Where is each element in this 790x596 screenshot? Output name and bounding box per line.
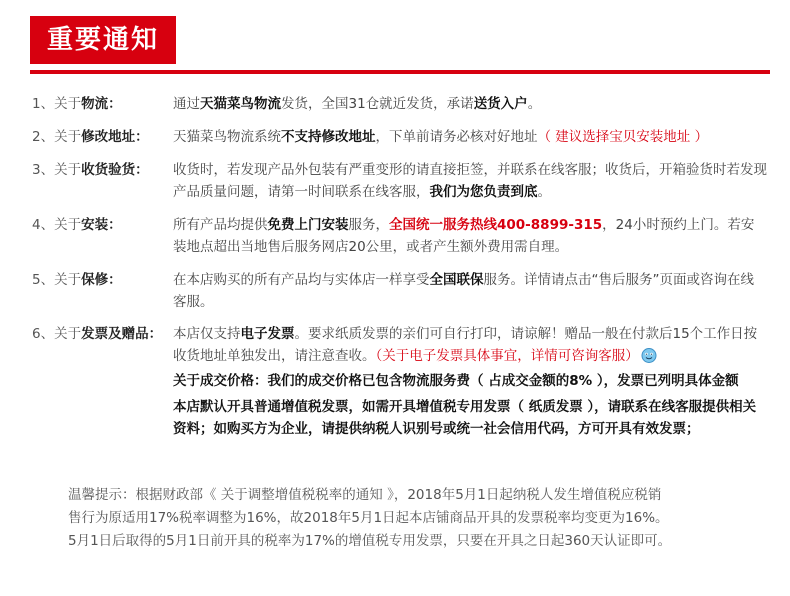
bold-text: 免费上门安装 xyxy=(267,217,349,233)
item-body xyxy=(173,269,767,313)
item-label xyxy=(32,159,172,181)
text: 发货，全国31仓就近发货，承诺 xyxy=(281,96,474,112)
text: 通过 xyxy=(173,96,200,112)
item-body xyxy=(173,93,767,115)
title-divider xyxy=(30,70,770,74)
item-number: 3、关于 xyxy=(32,162,82,178)
item-colon: ： xyxy=(108,96,122,112)
tax-tip xyxy=(68,484,768,553)
item-key: 收货验货 xyxy=(81,162,136,178)
bold-text: 送货入户 xyxy=(473,96,528,112)
item-number: 4、关于 xyxy=(32,217,82,233)
bold-text: 我们为您负责到底 xyxy=(429,184,538,200)
item-number: 1、关于 xyxy=(32,96,82,112)
item-number: 2、关于 xyxy=(32,129,82,145)
text: 收货时，若发现产品外包装有严重变形的请直接拒签，并联系在线客服；收货后，开箱验货时若发现产品质量问题，请第一时间联系在线客服， xyxy=(173,162,767,200)
text: 本店仅支持 xyxy=(173,326,241,342)
tip-line: 售行为原适用17%税率调整为16%，故2018年5月1日起本店铺商品开具的发票税率均变更为16%。 xyxy=(68,510,669,526)
tip-line: 5月1日后取得的5月1日前开具的税率为17%的增值税专用发票，只要在开具之日起360天认证即可。 xyxy=(68,533,672,549)
red-text: （ 建议选择宝贝安装地址 ） xyxy=(537,129,709,145)
smile-emoji-icon xyxy=(641,347,657,363)
item-label xyxy=(32,323,172,345)
item-body xyxy=(173,323,767,367)
item-colon: ： xyxy=(135,129,149,145)
item-colon: ： xyxy=(108,217,122,233)
text: ，24小时预约上门。若安装地点超出当地售后服务网店20公里，或者产生额外费用需自理。 xyxy=(173,217,755,255)
hotline-text: 全国统一服务热线400-8899-315 xyxy=(389,217,603,233)
item-body xyxy=(173,159,767,203)
bold-text: 天猫菜鸟物流 xyxy=(200,96,281,112)
bold-text: 不支持修改地址 xyxy=(281,129,376,145)
item-body xyxy=(173,214,767,258)
item-key: 修改地址 xyxy=(81,129,136,145)
item-key: 发票及赠品 xyxy=(81,326,149,342)
tip-line: 温馨提示：根据财政部《 关于调整增值税税率的通知 》，2018年5月1日起纳税人发生增值税应税销 xyxy=(68,487,662,503)
item-label xyxy=(32,214,172,236)
item-colon: ： xyxy=(135,162,149,178)
item-number: 5、关于 xyxy=(32,272,82,288)
item-key: 保修 xyxy=(81,272,109,288)
page-title: 重要通知 xyxy=(30,16,176,64)
text: 在本店购买的所有产品均与实体店一样享受 xyxy=(173,272,430,288)
text: 服务， xyxy=(348,217,389,233)
bold-text: 全国联保 xyxy=(429,272,484,288)
invoice-note: 本店默认开具普通增值税发票，如需开具增值税专用发票（ 纸质发票 ），请联系在线客服提供相关资料；如购买方为企业，请提供纳税人识别号或统一社会信用代码，方可开具有效发票； xyxy=(173,399,757,437)
header xyxy=(0,0,790,76)
red-text: （关于电子发票具体事宜，详情可咨询客服） xyxy=(375,348,639,364)
item-number: 6、关于 xyxy=(32,326,82,342)
bold-text: 电子发票 xyxy=(240,326,295,342)
text: 天猫菜鸟物流系统 xyxy=(173,129,281,145)
text: 所有产品均提供 xyxy=(173,217,268,233)
item-colon: ： xyxy=(148,326,163,342)
invoice-notes xyxy=(173,370,763,444)
text: ，下单前请务必核对好地址 xyxy=(375,129,538,145)
text: 。 xyxy=(537,184,551,200)
item-body xyxy=(173,126,767,148)
text: 服务。详情请点击“售后服务”页面或咨询在线客服。 xyxy=(173,272,754,310)
text: 。 xyxy=(527,96,542,112)
item-label xyxy=(32,93,172,115)
item-label xyxy=(32,126,172,148)
item-key: 物流 xyxy=(81,96,109,112)
price-note: 关于成交价格：我们的成交价格已包含物流服务费（ 占成交金额的8% ），发票已列明具体金额 xyxy=(173,373,739,389)
item-label xyxy=(32,269,172,291)
item-colon: ： xyxy=(108,272,122,288)
item-key: 安装 xyxy=(81,217,109,233)
text: 。要求纸质发票的亲们可自行打印，请谅解！赠品一般在付款后15个工作日按收货地址单独发出，请注意查收。 xyxy=(173,326,758,364)
